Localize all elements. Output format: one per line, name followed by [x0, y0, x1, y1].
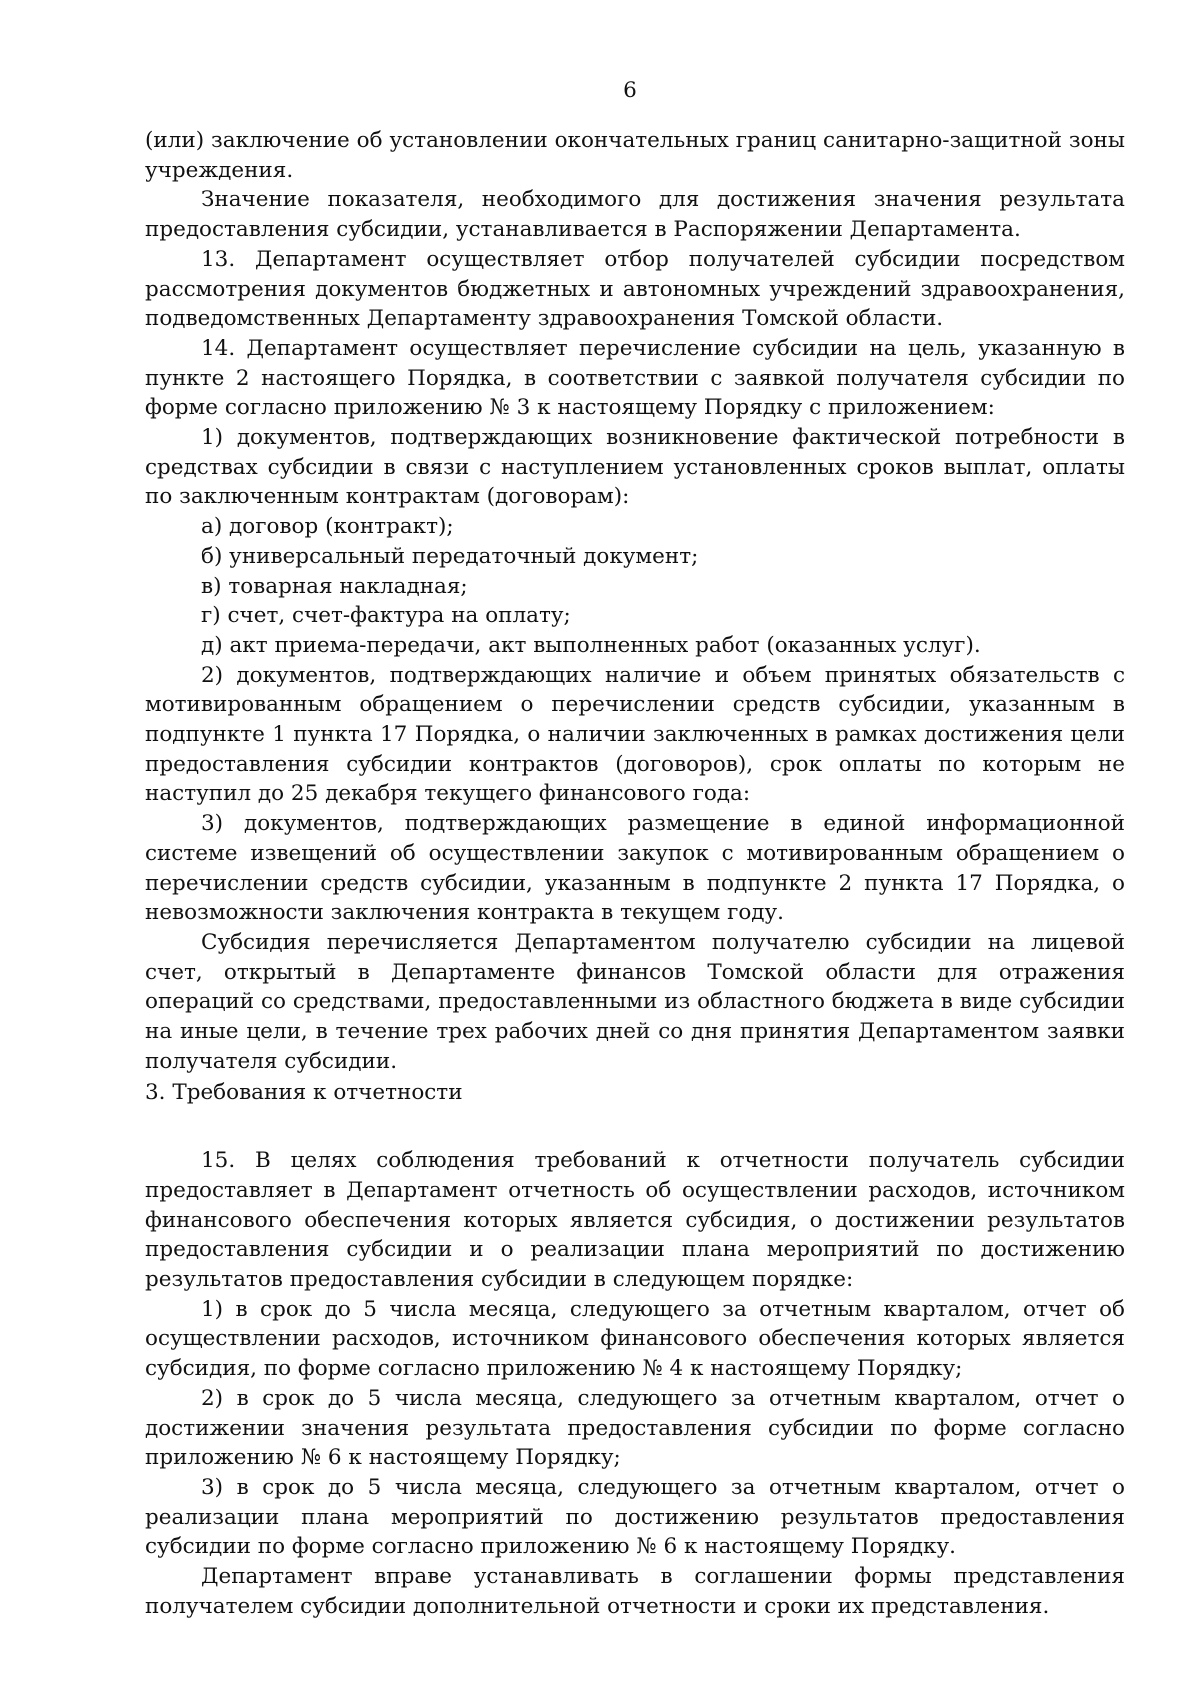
paragraph-15: 15. В целях соблюдения требований к отчетности получатель субсидии предоставляет в Департамент отчетность об осуществлении расходов, источником финансового обеспечения которых является субсидия, о достижении результатов предоставления субсидии и о реализации плана мероприятий по достижению результатов предоставления субсидии в следующем порядке: [145, 1148, 1125, 1293]
paragraph-14: 14. Департамент осуществляет перечисление субсидии на цель, указанную в пункте 2 настоящего Порядка, в соответствии с заявкой получателя субсидии по форме согласно приложению № 3 к настоящему Порядку с приложением: [145, 335, 1125, 421]
paragraph-continuation: (или) заключение об установлении окончательных границ санитарно-защитной зоны учреждения. [145, 128, 1125, 183]
document-body [145, 126, 1125, 1621]
paragraph-additional-reporting: Департамент вправе устанавливать в соглашении формы представления получателем субсидии дополнительной отчетности и сроки их представления. [145, 1564, 1125, 1619]
list-item-2: 2) документов, подтверждающих наличие и объем принятых обязательств с мотивированным обращением о перечислении средств субсидии, указанным в подпункте 1 пункта 17 Порядка, о наличии заключенных в рамках достижения цели предоставления субсидии контрактов (договоров), срок оплаты по которым не наступил до 25 декабря текущего финансового года: [145, 662, 1125, 807]
report-item-3: 3) в срок до 5 числа месяца, следующего за отчетным кварталом, отчет о реализации плана мероприятий по достижению результатов предоставления субсидии по форме согласно приложению № 6 к настоящему Порядку. [145, 1474, 1125, 1560]
list-item-d: д) акт приема-передачи, акт выполненных работ (оказанных услуг). [201, 632, 981, 658]
list-item-b: б) универсальный передаточный документ; [201, 543, 699, 569]
report-item-2: 2) в срок до 5 числа месяца, следующего за отчетным кварталом, отчет о достижении значения результата предоставления субсидии по форме согласно приложению № 6 к настоящему Порядку; [145, 1385, 1125, 1471]
paragraph-subsidy-transfer: Субсидия перечисляется Департаментом получателю субсидии на лицевой счет, открытый в Департаменте финансов Томской области для отражения операций со средствами, предоставленными из областного бюджета в виде субсидии на иные цели, в течение трех рабочих дней со дня принятия Департаментом заявки получателя субсидии. [145, 929, 1125, 1074]
paragraph-13: 13. Департамент осуществляет отбор получателей субсидии посредством рассмотрения документов бюджетных и автономных учреждений здравоохранения, подведомственных Департаменту здравоохранения Томской области. [145, 246, 1125, 332]
list-item-1: 1) документов, подтверждающих возникновение фактической потребности в средствах субсидии в связи с наступлением установленных сроков выплат, оплаты по заключенным контрактам (договорам): [145, 425, 1125, 510]
page-number: 6 [623, 78, 637, 103]
paragraph-indicator-value: Значение показателя, необходимого для достижения значения результата предоставления субсидии, устанавливается в Распоряжении Департамента. [145, 187, 1125, 243]
list-item-v: в) товарная накладная; [201, 573, 468, 599]
list-item-g: г) счет, счет-фактура на оплату; [201, 603, 571, 629]
list-item-3: 3) документов, подтверждающих размещение в единой информационной системе извещений об осуществлении закупок с мотивированным обращением о перечислении средств субсидии, указанным в подпункте 2 пункта 17 Порядка, о невозможности заключения контракта в текущем году. [145, 811, 1125, 926]
section-heading: 3. Требования к отчетности [145, 1079, 463, 1105]
list-item-a: а) договор (контракт); [201, 514, 454, 540]
report-item-1: 1) в срок до 5 числа месяца, следующего за отчетным кварталом, отчет об осуществлении расходов, источником финансового обеспечения которых является субсидия, по форме согласно приложению № 4 к настоящему Порядку; [145, 1296, 1125, 1382]
